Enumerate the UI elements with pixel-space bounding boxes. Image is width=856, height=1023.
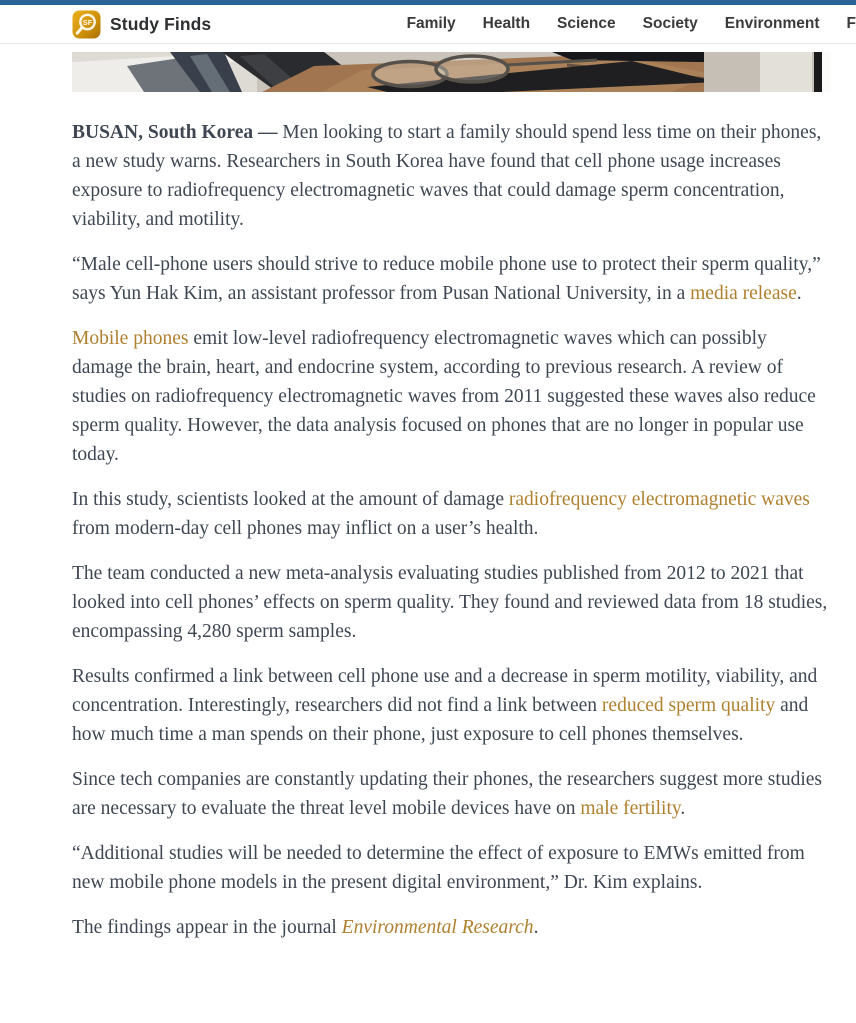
article-paragraph — [72, 485, 832, 543]
paragraph-text: “Male cell-phone users should strive to reduce mobile phone use to protect their sperm quality,” says Yun Hak Kim, an assistant professor from Pusan National University, in a — [72, 254, 821, 304]
paragraph-text: . — [796, 283, 802, 304]
article-paragraph — [72, 662, 832, 749]
paragraph-text: The team conducted a new meta-analysis evaluating studies published from 2012 to 2021 that looked into cell phones’ effects on sperm quality. They found and reviewed data from 18 studies, encompassing 4,280 sperm samples. — [72, 563, 828, 642]
featured-image — [72, 52, 830, 92]
paragraph-text: from modern-day cell phones may inflict on a user’s health. — [72, 518, 539, 539]
nav-item-f[interactable]: F — [846, 15, 856, 32]
paragraph-text: Men looking to start a family should spend less time on their phones, a new study warns. Researchers in South Korea have found that cell phone usage increases exposure to radiofrequency electromagnetic waves that could damage sperm concentration, viability, and motility. — [72, 122, 822, 230]
paragraph-text: . — [680, 798, 686, 819]
paragraph-text: and how much time a man spends on their phone, just exposure to cell phones themselves. — [72, 695, 809, 745]
article-body — [72, 118, 832, 942]
svg-text:SF: SF — [82, 17, 93, 27]
inline-link[interactable]: reduced sperm quality — [601, 695, 776, 716]
site-title: Study Finds — [110, 13, 212, 34]
paragraph-text: emit low-level radiofrequency electromagnetic waves which can possibly damage the brain, heart, and endocrine system, according to previous research. A review of studies on radiofrequency electromagnetic waves from 2011 suggested these waves also reduce sperm quality. However, the data analysis focused on phones that are no longer in popular use today. — [72, 328, 816, 465]
studyfinds-logo-icon — [72, 10, 101, 39]
paragraph-text: Results confirmed a link between cell phone use and a decrease in sperm motility, viability, and concentration. Interestingly, researchers did not find a link between — [72, 666, 818, 716]
inline-link[interactable]: media release — [690, 283, 797, 304]
nav-item-science[interactable]: Science — [557, 15, 616, 32]
paragraph-text: “Additional studies will be needed to determine the effect of exposure to EMWs emitted from new mobile phone models in the present digital environment,” Dr. Kim explains. — [72, 843, 805, 893]
nav-item-environment[interactable]: Environment — [724, 15, 820, 32]
article-paragraph — [72, 913, 832, 942]
inline-link[interactable]: Environmental Research — [341, 917, 534, 938]
paragraph-text: In this study, scientists looked at the amount of damage — [72, 489, 509, 510]
article-paragraph — [72, 250, 832, 308]
article-paragraph — [72, 324, 832, 469]
paragraph-text: The findings appear in the journal — [72, 917, 342, 938]
site-header — [0, 5, 856, 44]
paragraph-text: . — [533, 917, 539, 938]
nav-item-society[interactable]: Society — [642, 15, 698, 32]
article-paragraph — [72, 839, 832, 897]
nav-item-health[interactable]: Health — [482, 15, 531, 32]
site-logo-link[interactable] — [72, 10, 211, 39]
dateline-bold-text: BUSAN, South Korea — — [72, 122, 283, 143]
inline-link[interactable]: radiofrequency electromagnetic waves — [508, 489, 810, 510]
article-paragraph — [72, 118, 832, 234]
inline-link[interactable]: Mobile phones — [72, 328, 189, 349]
main-nav — [407, 15, 856, 33]
inline-link[interactable]: male fertility — [580, 798, 681, 819]
nav-item-family[interactable]: Family — [406, 15, 456, 32]
paragraph-text: Since tech companies are constantly updating their phones, the researchers suggest more studies are necessary to evaluate the threat level mobile devices have on — [72, 769, 822, 819]
article-paragraph — [72, 559, 832, 646]
article-paragraph — [72, 765, 832, 823]
